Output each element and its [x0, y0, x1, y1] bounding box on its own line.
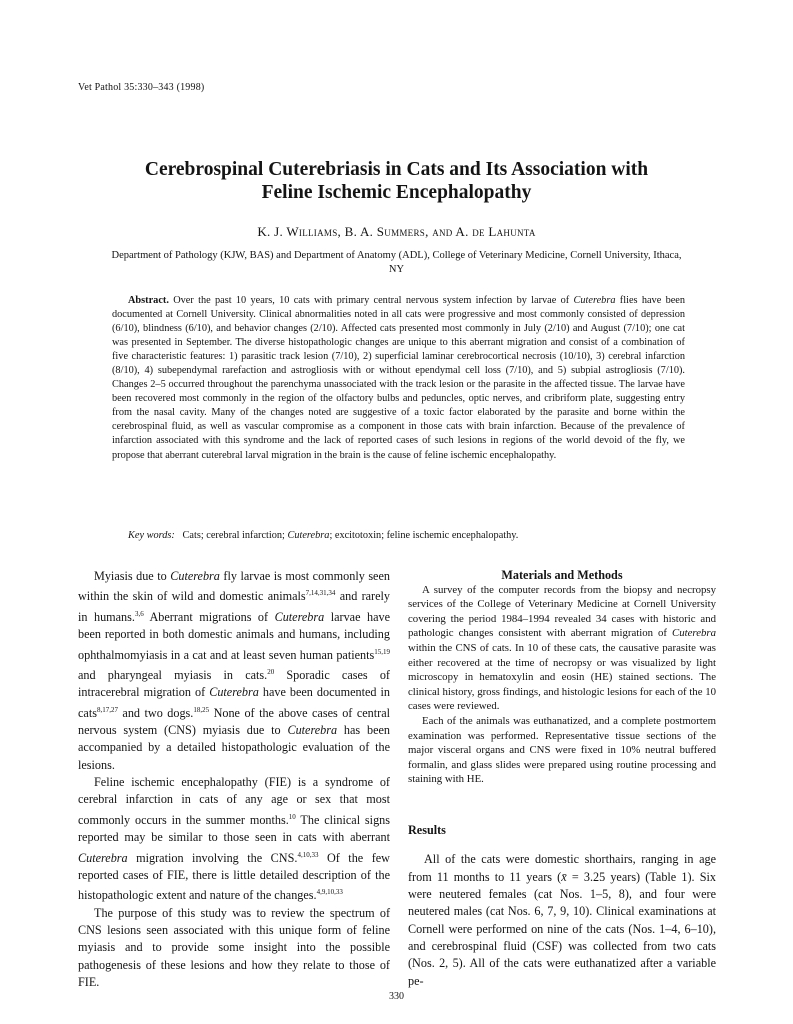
intro-paragraph-3: The purpose of this study was to review the spectrum of CNS lesions seen associated with this unique form of feline myiasis and to provide some insight into the possible pathogenesis of these lesions and how they relate to those of FIE. — [78, 905, 390, 990]
abstract-text-cont: flies have been documented at Cornell University. Clinical abnormalities noted in all cats were progressive and most commonly consisted of depression (6/10), blindness (6/10), and behavior changes (2/10). Affected cats presented most commonly in July (2/10) and August (7/10); one cat was presented in September. The diverse histopathologic changes are unique to this aberrant migration and consist of a combination of five characteristic features: 1) parasitic track lesion (7/10), 2) superficial laminar cerebrocortical necrosis (10/10), 3) cerebral infarction (8/10), 4) subependymal rarefaction and astrogliosis with or without ependymal cell loss (7/10), and 5) subpial astrogliosis (7/10). Changes 2–5 occurred throughout the parenchyma unassociated with the track lesion or the parasite in the affected tissue. The larvae have been recovered most commonly in the region of the olfactory bulbs and peduncles, optic nerves, and cribriform plate, suggesting entry from the nasal cavity. Many of the changes noted are suggestive of a toxic factor elaborated by the parasite and borne within the cerebrospinal fluid, as well as vascular compromise as a component in those cats with brain infarction. Because of the prevalence of infarction associated with this syndrome and the lack of reported cases of such lesions in regions of the world devoid of the fly, we propose that aberrant cuterebral larval migration in the brain is the cause of feline ischemic encephalopathy. — [112, 295, 686, 461]
text-run: A survey of the computer records from the biopsy and necropsy services of the College of Veterinary Medicine at Cornell University covering the period 1984–1994 revealed 34 cases with historic and pathologic changes consistent with aberrant migration of — [408, 583, 716, 640]
keywords-label: Key words: — [128, 530, 175, 541]
abstract — [112, 294, 685, 463]
methods-heading: Materials and Methods — [501, 568, 623, 582]
intro-paragraph-2 — [78, 774, 390, 905]
article-title — [60, 158, 733, 204]
right-column — [408, 568, 716, 787]
citation: 3,6 — [134, 609, 144, 618]
abstract-label: Abstract. — [128, 295, 169, 306]
abstract-text: Over the past 10 years, 10 cats with primary central nervous system infection by larvae of — [173, 295, 574, 306]
page-number: 330 — [389, 991, 404, 1002]
text-run: and two dogs. — [117, 705, 194, 720]
text-run: Of the few reported cases of FIE, there is little detailed description of the histopathologic extent and nature of the changes. — [78, 850, 390, 903]
text-run: have been documented in cats — [78, 685, 390, 720]
genus-italic: Cuterebra — [78, 850, 128, 865]
genus-italic: Cuterebra — [274, 609, 325, 624]
affiliation: Department of Pathology (KJW, BAS) and Department of Anatomy (ADL), College of Veterinary Medicine, Cornell University, Ithaca, NY — [111, 250, 682, 275]
text-run: larvae have been reported in both domestic animals and humans, including ophthalmomyiasis in a cat and at least seven human patients — [78, 609, 390, 662]
citation: 20 — [267, 667, 275, 676]
genus-italic: Cuterebra — [672, 627, 716, 640]
methods-paragraph-1 — [408, 583, 716, 714]
citation: 7,14,31,34 — [305, 589, 336, 598]
keywords-text: Cats; cerebral infarction; — [182, 530, 288, 541]
text-run: fly larvae is most commonly seen within the skin of wild and domestic animals — [78, 569, 390, 604]
text-run: and rarely in humans. — [78, 589, 391, 624]
citation: 4,10,33 — [297, 850, 319, 859]
methods-paragraph-2: Each of the animals was euthanatized, and a complete postmortem examination was performed. Representative tissue sections of the major visceral organs and CNS were fixed in 10% neutral buffered formalin, and glass slides were prepared using routine processing and staining with HE. — [408, 714, 716, 786]
genus-italic: Cuterebra — [170, 569, 220, 583]
mean-symbol: x̄ — [561, 869, 567, 884]
citation: 4,9,10,33 — [316, 888, 343, 897]
text-run: None of the above cases of central nervous system (CNS) myiasis due to — [78, 705, 390, 738]
keywords-genus: Cuterebra — [287, 530, 330, 541]
genus-italic: Cuterebra — [287, 723, 338, 738]
results-heading: Results — [408, 823, 446, 837]
text-run: Sporadic cases of intracerebral migration of — [78, 667, 390, 700]
keywords-text-cont: ; excitotoxin; feline ischemic encephalopathy. — [329, 530, 519, 541]
citation: 15,19 — [374, 647, 390, 656]
journal-reference: Vet Pathol 35:330–343 (1998) — [78, 82, 205, 93]
author-list: K. J. Williams, B. A. Summers, and A. de Lahunta — [257, 224, 536, 239]
text-run: and pharyngeal myiasis in cats. — [78, 667, 268, 682]
text-run: All of the cats were domestic shorthairs, ranging in age from 11 months to 11 years ( — [408, 852, 716, 884]
title-line-1: Cerebrospinal Cuterebriasis in Cats and Its Association with — [144, 159, 649, 180]
results-section — [408, 822, 716, 990]
text-run: The clinical signs reported may be similar to those seen in cats with aberrant — [78, 812, 390, 845]
citation: 10 — [288, 812, 296, 821]
keywords — [112, 530, 685, 541]
text-run: has been accompanied by a detailed histopathologic evaluation of the lesions. — [78, 723, 390, 772]
citation: 8,17,27 — [96, 705, 118, 714]
text-run: migration involving the CNS. — [127, 850, 298, 865]
text-run: Myiasis due to — [94, 569, 171, 583]
text-run: = 3.25 years) (Table 1). Six were neutered females (cat Nos. 1–5, 8), and four were neutered males (cat Nos. 6, 7, 9, 10). Clinical examinations at Cornell were performed on nine of the cats (Nos. 1–4, 6–10), and cerebrospinal fluid (CSF) was collected from two cats (Nos. 2, 5). All of the cats were euthanatized after a variable pe- — [408, 869, 716, 988]
intro-paragraph-1 — [78, 568, 390, 774]
text-run: Feline ischemic encephalopathy (FIE) is a syndrome of cerebral infarction in cats of any age or sex that most commonly occurs in the summer months. — [78, 775, 390, 827]
results-paragraph-1 — [408, 851, 716, 990]
genus-italic: Cuterebra — [209, 685, 259, 700]
abstract-genus: Cuterebra — [573, 295, 616, 306]
text-run: within the CNS of cats. In 10 of these cats, the causative parasite was either recovered at the time of necropsy or was visualized by light microscopy in hematoxylin and eosin (HE) stained sections. The clinical history, gross findings, and histologic lesions for each of the 10 cases were reviewed. — [408, 641, 716, 713]
citation: 18,25 — [193, 705, 210, 714]
left-column — [78, 568, 390, 991]
title-line-2: Feline Ischemic Encephalopathy — [261, 182, 532, 203]
text-run: Aberrant migrations of — [143, 609, 275, 624]
